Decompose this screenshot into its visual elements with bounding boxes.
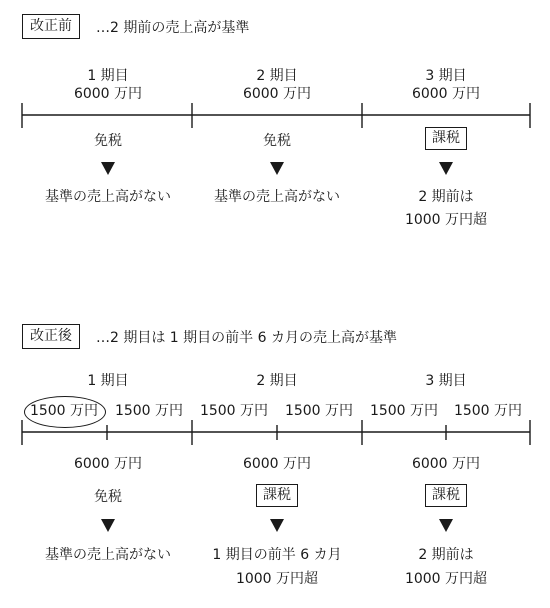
before-period-sales: 6000 万円 [242, 86, 312, 102]
before-period-label: 2 期目 [256, 68, 298, 84]
after-status-exempt: 免税 [94, 489, 122, 505]
after-half-sales: 1500 万円 [199, 403, 269, 419]
before-period-sales: 6000 万円 [73, 86, 143, 102]
after-period-sales: 6000 万円 [73, 456, 143, 472]
after-half-sales: 1500 万円 [369, 403, 439, 419]
after-period-sales: 6000 万円 [242, 456, 312, 472]
after-half-sales: 1500 万円 [29, 403, 99, 419]
before-period-label: 3 期目 [425, 68, 467, 84]
after-half-sales: 1500 万円 [114, 403, 184, 419]
before-heading: …2 期前の売上高が基準 [96, 20, 250, 36]
before-result-line: 基準の売上高がない [45, 189, 171, 205]
before-period-sales: 6000 万円 [411, 86, 481, 102]
before-status-exempt: 免税 [263, 133, 291, 149]
after-tag: 改正後 [22, 324, 80, 349]
after-period-label: 3 期目 [425, 373, 467, 389]
after-status-taxable: 課税 [425, 484, 467, 507]
after-result-line: 2 期前は [418, 547, 474, 563]
after-period-sales: 6000 万円 [411, 456, 481, 472]
before-result-line: 1000 万円超 [404, 212, 488, 228]
after-half-sales: 1500 万円 [453, 403, 523, 419]
down-arrow-icon [270, 519, 284, 532]
down-arrow-icon [101, 519, 115, 532]
before-result-line: 基準の売上高がない [214, 189, 340, 205]
before-status-taxable: 課税 [425, 127, 467, 150]
after-result-line: 基準の売上高がない [45, 547, 171, 563]
before-status-exempt: 免税 [94, 133, 122, 149]
down-arrow-icon [439, 162, 453, 175]
down-arrow-icon [101, 162, 115, 175]
before-period-label: 1 期目 [87, 68, 129, 84]
after-period-label: 2 期目 [256, 373, 298, 389]
after-half-sales: 1500 万円 [284, 403, 354, 419]
after-period-label: 1 期目 [87, 373, 129, 389]
after-result-line: 1 期目の前半 6 カ月 [212, 547, 342, 563]
down-arrow-icon [439, 519, 453, 532]
after-result-line: 1000 万円超 [235, 571, 319, 587]
down-arrow-icon [270, 162, 284, 175]
after-status-taxable: 課税 [256, 484, 298, 507]
after-result-line: 1000 万円超 [404, 571, 488, 587]
before-result-line: 2 期前は [418, 189, 474, 205]
before-tag: 改正前 [22, 14, 80, 39]
after-heading: …2 期目は 1 期目の前半 6 カ月の売上高が基準 [96, 330, 397, 346]
